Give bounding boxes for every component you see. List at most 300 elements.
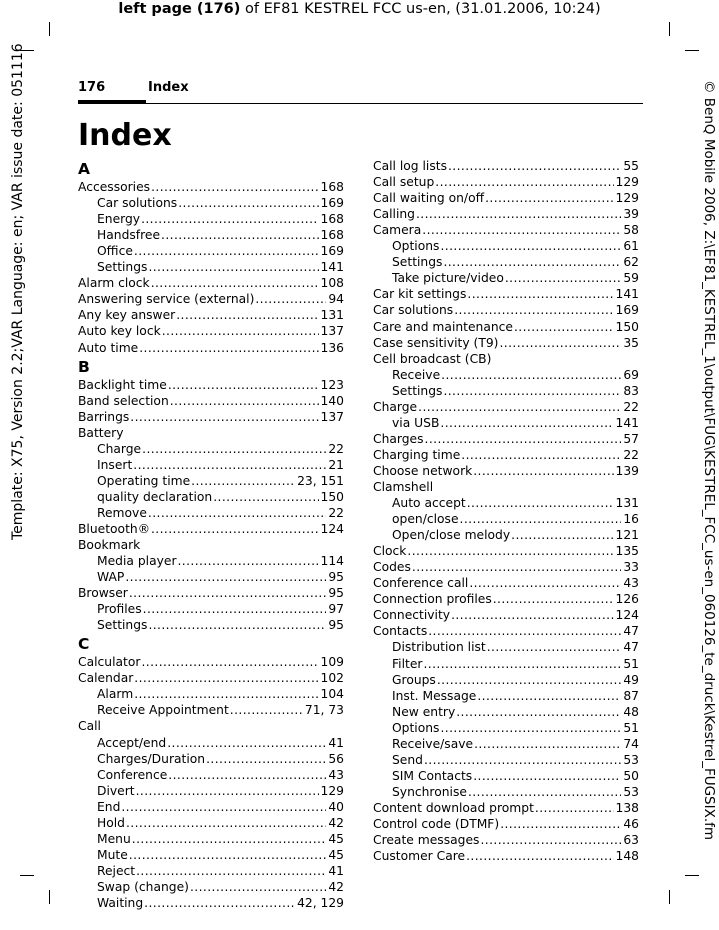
entry-label: Car solutions [373,303,454,318]
index-entry [78,339,344,355]
leader-dots [428,623,621,639]
entry-page: 150 [320,489,344,504]
entry-label: Content download prompt [373,800,534,815]
entry-page: 87 [623,688,639,703]
index-group-label: Battery [78,425,124,440]
entry-page: 45 [328,831,344,846]
entry-label: Take picture/video [392,271,504,286]
leader-dots [136,783,319,799]
entry-label: Calculator [78,655,141,670]
index-entry [373,431,639,447]
leader-dots [167,735,326,751]
entry-label: via USB [392,415,440,430]
leader-dots [168,377,319,393]
entry-label: Open/close melody [392,528,511,543]
leader-dots [461,447,621,463]
leader-dots [134,686,318,702]
index-subentry [373,655,639,671]
index-subentry [373,784,639,800]
running-header [78,78,643,106]
crop-mark [20,875,34,876]
index-entry [78,323,344,339]
index-entry [373,447,639,463]
index-entry [78,521,344,537]
leader-dots [511,527,613,543]
entry-label: Receive/save [392,736,474,751]
entry-label: Media player [97,554,177,569]
entry-page: 131 [320,308,344,323]
leader-dots [190,879,326,895]
entry-label: Charges [373,431,424,446]
entry-label: Handsfree [97,228,161,243]
leader-dots [162,323,319,339]
entry-label: Barrings [78,409,130,424]
entry-page: 22 [328,505,344,520]
index-entry [373,816,639,832]
entry-page: 43 [623,576,639,591]
entry-page: 129 [320,783,344,798]
leader-dots [151,275,319,291]
entry-page: 23, 151 [297,473,344,488]
entry-page: 22 [328,441,344,456]
index-subentry [78,767,344,783]
entry-page: 168 [320,180,344,195]
leader-dots [425,431,622,447]
leader-dots [161,227,318,243]
leader-dots [125,569,326,585]
entry-page: 35 [623,335,639,350]
entry-label: quality declaration [97,489,213,504]
index-subentry [78,751,344,767]
entry-label: Profiles [97,602,142,617]
leader-dots [468,784,621,800]
entry-label: Contacts [373,624,428,639]
index-subentry [78,227,344,243]
entry-page: 137 [320,324,344,339]
entry-page: 126 [615,592,639,607]
print-slug-rest: of EF81 KESTREL FCC us-en, (31.01.2006, 10:24) [240,1,601,17]
leader-dots [448,158,621,174]
leader-dots [499,335,621,351]
leader-dots [136,863,326,879]
index-subentry [373,527,639,543]
index-entry [78,409,344,425]
entry-page: 102 [320,671,344,686]
entry-label: open/close [392,512,459,527]
index-subentry [78,863,344,879]
index-subentry [78,686,344,702]
entry-page: 50 [623,768,639,783]
header-bar [78,100,146,104]
entry-label: Menu [97,831,131,846]
leader-dots [213,489,318,505]
leader-dots [129,585,327,601]
entry-page: 71, 73 [304,703,344,718]
entry-page: 57 [623,431,639,446]
index-entry [78,291,344,307]
leader-dots [451,607,613,623]
index-subentry [373,383,639,399]
entry-page: 51 [623,656,639,671]
leader-dots [141,654,318,670]
entry-label: Remove [97,505,147,520]
entry-page: 140 [320,393,344,408]
entry-label: Hold [97,815,125,830]
entry-label: Car solutions [97,196,178,211]
index-subentry [78,569,344,585]
entry-page: 22 [623,399,639,414]
entry-label: Control code (DTMF) [373,816,500,831]
entry-page: 131 [615,496,639,511]
leader-dots [514,319,614,335]
entry-page: 129 [615,175,639,190]
page-title: Index [78,118,172,153]
entry-label: Customer Care [373,849,466,864]
crop-mark [685,50,699,51]
index-entry [78,179,344,195]
entry-label: Insert [97,457,133,472]
leader-dots [134,670,318,686]
index-subentry [78,473,344,489]
entry-page: 141 [615,415,639,430]
entry-label: Connection profiles [373,592,492,607]
leader-dots [139,340,318,356]
entry-page: 39 [623,207,639,222]
entry-page: 47 [623,624,639,639]
index-subentry [78,441,344,457]
entry-label: Operating time [97,473,191,488]
entry-label: WAP [97,570,125,585]
entry-page: 53 [623,752,639,767]
index-entry [373,463,639,479]
index-entry [373,174,639,190]
entry-label: Any key answer [78,308,176,323]
leader-dots [126,815,326,831]
entry-label: Call setup [373,175,435,190]
entry-page: 83 [623,383,639,398]
crop-mark [49,22,50,36]
leader-dots [485,190,613,206]
leader-dots [440,238,621,254]
index-group-label: Bookmark [78,537,141,552]
entry-page: 48 [623,704,639,719]
entry-label: Mute [97,847,128,862]
entry-label: Settings [392,383,443,398]
leader-dots [477,688,621,704]
entry-label: Alarm [97,687,134,702]
leader-dots [148,617,326,633]
print-slug-page: left page (176) [118,1,241,17]
entry-page: 114 [320,554,344,569]
left-margin-text: Template: X75, Version 2.2;VAR Language: en; VAR issue date: 051116 [10,43,26,540]
entry-label: Settings [97,618,148,633]
leader-dots [230,702,303,718]
index-entry [373,190,639,206]
leader-dots [441,367,621,383]
index-subentry [78,702,344,718]
entry-page: 41 [328,735,344,750]
entry-page: 135 [615,544,639,559]
entry-label: Divert [97,783,135,798]
index-entry [373,623,639,639]
entry-page: 59 [623,271,639,286]
entry-page: 169 [615,303,639,318]
leader-dots [129,847,327,863]
leader-dots [505,270,621,286]
entry-label: Connectivity [373,608,451,623]
entry-label: Reject [97,863,136,878]
entry-label: Calling [373,207,415,222]
index-subentry [373,270,639,286]
leader-dots [440,720,621,736]
entry-label: Synchronise [392,784,467,799]
leader-dots [148,259,318,275]
leader-dots [134,243,319,259]
entry-label: Office [97,244,133,259]
entry-page: 43 [328,767,344,782]
entry-page: 124 [615,608,639,623]
page-number: 176 [78,80,106,95]
index-subentry [78,211,344,227]
entry-label: Receive [392,367,441,382]
index-entry [373,399,639,415]
entry-page: 141 [615,287,639,302]
index-entry [373,559,639,575]
entry-label: Distribution list [392,640,486,655]
index-entry [373,318,639,334]
entry-page: 136 [320,340,344,355]
entry-page: 169 [320,244,344,259]
entry-label: Camera [373,223,422,238]
leader-dots [460,511,622,527]
index-subentry [373,367,639,383]
index-subentry [78,601,344,617]
entry-page: 168 [320,228,344,243]
index-subentry [78,617,344,633]
entry-label: Options [392,720,440,735]
index-entry [373,575,639,591]
entry-page: 97 [328,602,344,617]
entry-label: Case sensitivity (T9) [373,335,499,350]
entry-label: Charges/Duration [97,751,206,766]
index-entry [373,158,639,174]
index-subentry [78,831,344,847]
entry-page: 95 [328,618,344,633]
entry-page: 74 [623,736,639,751]
entry-label: Settings [97,260,148,275]
leader-dots [440,415,613,431]
entry-label: Inst. Message [392,688,477,703]
entry-page: 41 [328,863,344,878]
leader-dots [144,895,295,911]
index-subentry [78,553,344,569]
right-margin-text: © BenQ Mobile 2006, Z:\EF81_KESTREL_1\output\FUG\KESTREL_FCC_us-en_060126_te_druck\Kestrel_FUGSIX.fm [701,80,717,841]
index-column-right [373,158,639,864]
entry-label: Auto time [78,340,139,355]
index-subentry [78,259,344,275]
index-letter-heading: C [78,635,90,654]
leader-dots [132,831,327,847]
entry-page: 42, 129 [297,896,344,911]
index-entry [373,543,639,559]
leader-dots [493,591,614,607]
entry-label: Call waiting on/off [373,191,485,206]
leader-dots [467,495,614,511]
leader-dots [142,441,326,457]
leader-dots [423,656,621,672]
entry-page: 61 [623,239,639,254]
entry-page: 56 [328,751,344,766]
index-entry [373,800,639,816]
entry-label: Charge [97,441,142,456]
leader-dots [422,222,621,238]
entry-label: Codes [373,560,411,575]
index-subentry [78,457,344,473]
index-entry [373,286,639,302]
leader-dots [168,767,326,783]
index-entry [78,393,344,409]
entry-page: 137 [320,409,344,424]
index-subentry [373,254,639,270]
leader-dots [416,206,621,222]
entry-label: Energy [97,212,141,227]
index-entry [78,585,344,601]
index-entry [373,335,639,351]
leader-dots [130,409,318,425]
leader-dots [467,286,613,302]
crop-mark [49,890,50,904]
leader-dots [178,553,319,569]
leader-dots [170,393,319,409]
entry-page: 21 [328,457,344,472]
index-subentry [78,895,344,911]
entry-page: 16 [623,512,639,527]
entry-label: Clock [373,544,407,559]
leader-dots [487,639,622,655]
leader-dots [456,704,621,720]
entry-page: 45 [328,847,344,862]
leader-dots [473,768,621,784]
index-entry [373,206,639,222]
right-margin-note [697,70,717,930]
index-subentry [78,879,344,895]
index-letter-heading: B [78,357,90,376]
entry-page: 40 [328,799,344,814]
entry-label: Care and maintenance [373,319,513,334]
entry-page: 58 [623,223,639,238]
index-entry [78,307,344,323]
index-subentry [373,752,639,768]
index-subentry [373,720,639,736]
index-subentry [373,639,639,655]
entry-page: 55 [623,159,639,174]
entry-page: 63 [623,833,639,848]
entry-page: 95 [328,586,344,601]
leader-dots [437,672,622,688]
leader-dots [535,800,614,816]
leader-dots [407,543,613,559]
index-subentry [78,735,344,751]
index-subentry [373,495,639,511]
entry-page: 46 [623,816,639,831]
leader-dots [473,463,613,479]
leader-dots [133,457,326,473]
entry-page: 124 [320,521,344,536]
index-group-label: Cell broadcast (CB) [373,351,492,366]
header-rule [146,103,643,104]
leader-dots [435,174,613,190]
index-subentry [78,195,344,211]
index-subentry [78,243,344,259]
print-slug [0,0,719,18]
entry-page: 95 [328,570,344,585]
index-subentry [373,768,639,784]
entry-label: End [97,799,121,814]
leader-dots [466,848,613,864]
entry-label: Waiting [97,896,144,911]
index-subentry [373,688,639,704]
entry-page: 138 [615,800,639,815]
entry-page: 123 [320,377,344,392]
entry-label: Bluetooth® [78,521,150,536]
entry-label: Accept/end [97,735,167,750]
leader-dots [151,179,318,195]
leader-dots [191,473,295,489]
index-group-label: Call [78,719,101,734]
entry-page: 150 [615,319,639,334]
entry-label: Create messages [373,833,480,848]
entry-page: 108 [320,276,344,291]
index-entry [78,654,344,670]
entry-label: Answering service (external) [78,292,255,307]
index-subentry [373,704,639,720]
index-subentry [373,736,639,752]
entry-label: Auto accept [392,496,466,511]
leader-dots [480,832,621,848]
entry-page: 47 [623,640,639,655]
entry-label: Car kit settings [373,287,467,302]
leader-dots [424,752,621,768]
index-subentry [78,815,344,831]
entry-label: Alarm clock [78,276,150,291]
leader-dots [121,799,326,815]
entry-page: 104 [320,687,344,702]
entry-page: 49 [623,672,639,687]
index-subentry [373,672,639,688]
entry-page: 141 [320,260,344,275]
left-margin-note [10,43,30,870]
index-subentry [373,511,639,527]
entry-label: Charge [373,399,418,414]
index-column-left [78,158,344,911]
entry-label: Send [392,752,423,767]
index-entry [78,275,344,291]
entry-page: 129 [615,191,639,206]
index-group-label: Clamshell [373,479,434,494]
index-subentry [78,799,344,815]
index-entry [78,670,344,686]
entry-page: 109 [320,655,344,670]
entry-page: 169 [320,196,344,211]
entry-label: Receive Appointment [97,703,229,718]
leader-dots [412,559,621,575]
entry-label: Options [392,239,440,254]
entry-page: 42 [328,879,344,894]
header-title: Index [148,80,189,95]
index-entry [78,377,344,393]
entry-page: 62 [623,255,639,270]
entry-page: 69 [623,367,639,382]
